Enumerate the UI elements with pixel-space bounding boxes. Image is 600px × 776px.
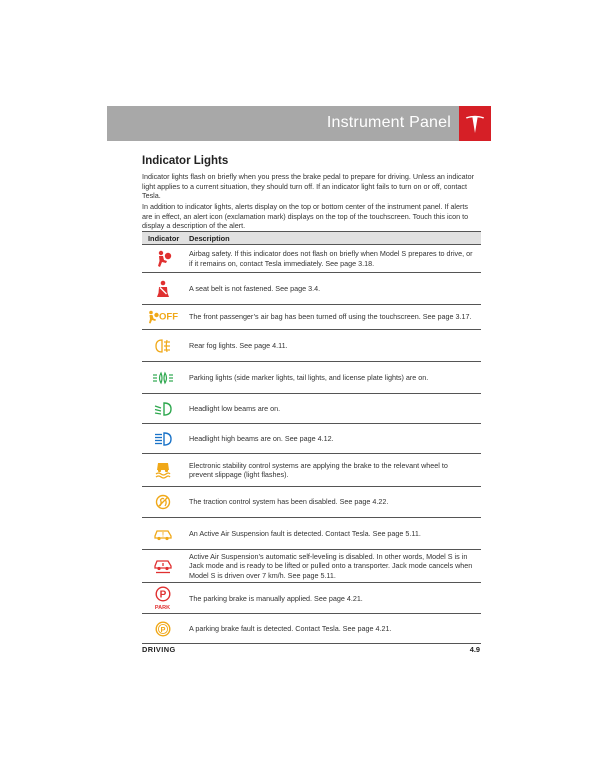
table-row — [142, 273, 481, 305]
parking-lights-icon — [152, 371, 174, 385]
table-row — [142, 614, 481, 644]
alerts-paragraph: In addition to indicator lights, alerts display on the top or bottom center of the instrument panel. If alerts are in effect, an alert icon (exclamation mark) displays on the top of the touchscreen. Touch this icon to display a description of the alert. — [142, 202, 469, 231]
tesla-logo-icon — [465, 114, 485, 134]
svg-text:P: P — [159, 589, 166, 601]
table-row — [142, 245, 481, 273]
row-description: An Active Air Suspension fault is detected. Contact Tesla. See page 5.11. — [183, 518, 481, 550]
header-bar — [107, 106, 459, 141]
footer-section: DRIVING — [142, 645, 176, 654]
airbag-off-label: OFF — [159, 311, 178, 323]
row-description: Headlight high beams are on. See page 4.12. — [183, 424, 481, 454]
row-description: The parking brake is manually applied. See page 4.21. — [183, 583, 481, 614]
parking-brake-fault-icon — [155, 621, 171, 637]
indicator-table — [142, 231, 481, 644]
airbag-icon — [153, 250, 173, 268]
section-title: Indicator Lights — [142, 155, 229, 167]
row-description: A seat belt is not fastened. See page 3.4. — [183, 273, 481, 305]
page-number: 4.9 — [469, 645, 480, 654]
row-description: Active Air Suspension’s automatic self-leveling is disabled. In other words, Model S is in Jack mode and is ready to be lifted or pulled onto a transporter. Jack mode cancels when Model S is driven over 7 km/h. See page 5.11. — [183, 550, 481, 583]
table-row — [142, 550, 481, 583]
table-row — [142, 454, 481, 487]
table-row — [142, 330, 481, 362]
row-description: Airbag safety. If this indicator does not flash on briefly when Model S prepares to drive, or if it remains on, contact Tesla immediately. See page 3.18. — [183, 245, 481, 273]
column-header-indicator: Indicator — [142, 232, 183, 245]
intro-paragraph: Indicator lights flash on briefly when you press the brake pedal to prepare for driving. Unless an indicator light applies to a current situation, they should turn off. If an indicator light fails to turn on or off, contact Tesla. — [142, 172, 475, 201]
park-label: PARK — [154, 604, 171, 611]
table-header-row — [142, 232, 481, 245]
tesla-logo — [459, 106, 491, 141]
row-description: A parking brake fault is detected. Contact Tesla. See page 4.21. — [183, 614, 481, 644]
row-description: The front passenger’s air bag has been turned off using the touchscreen. See page 3.17. — [183, 305, 481, 330]
table-row — [142, 518, 481, 550]
svg-text:!: ! — [161, 532, 164, 538]
table-row — [142, 394, 481, 424]
passenger-airbag-off-icon — [147, 310, 159, 324]
high-beam-icon — [154, 432, 172, 446]
table-row — [142, 487, 481, 518]
traction-control-off-icon — [155, 494, 171, 510]
page-title: Instrument Panel — [326, 114, 451, 131]
air-suspension-jack-mode-icon — [153, 558, 173, 574]
rear-fog-lights-icon — [155, 338, 171, 354]
svg-text:P: P — [159, 624, 166, 634]
table-row — [142, 362, 481, 394]
row-description: Parking lights (side marker lights, tail lights, and license plate lights) are on. — [183, 362, 481, 394]
row-description: Electronic stability control systems are applying the brake to the relevant wheel to prevent slippage (light flashes). — [183, 454, 481, 487]
parking-brake-icon — [155, 586, 171, 602]
table-row — [142, 583, 481, 614]
column-header-description: Description — [183, 232, 481, 245]
low-beam-icon — [154, 402, 172, 416]
table-row — [142, 424, 481, 454]
air-suspension-fault-icon — [153, 527, 173, 541]
row-description: Rear fog lights. See page 4.11. — [183, 330, 481, 362]
seat-belt-icon — [155, 280, 171, 298]
row-description: Headlight low beams are on. — [183, 394, 481, 424]
table-row — [142, 305, 481, 330]
row-description: The traction control system has been disabled. See page 4.22. — [183, 487, 481, 518]
stability-control-icon — [154, 461, 172, 479]
